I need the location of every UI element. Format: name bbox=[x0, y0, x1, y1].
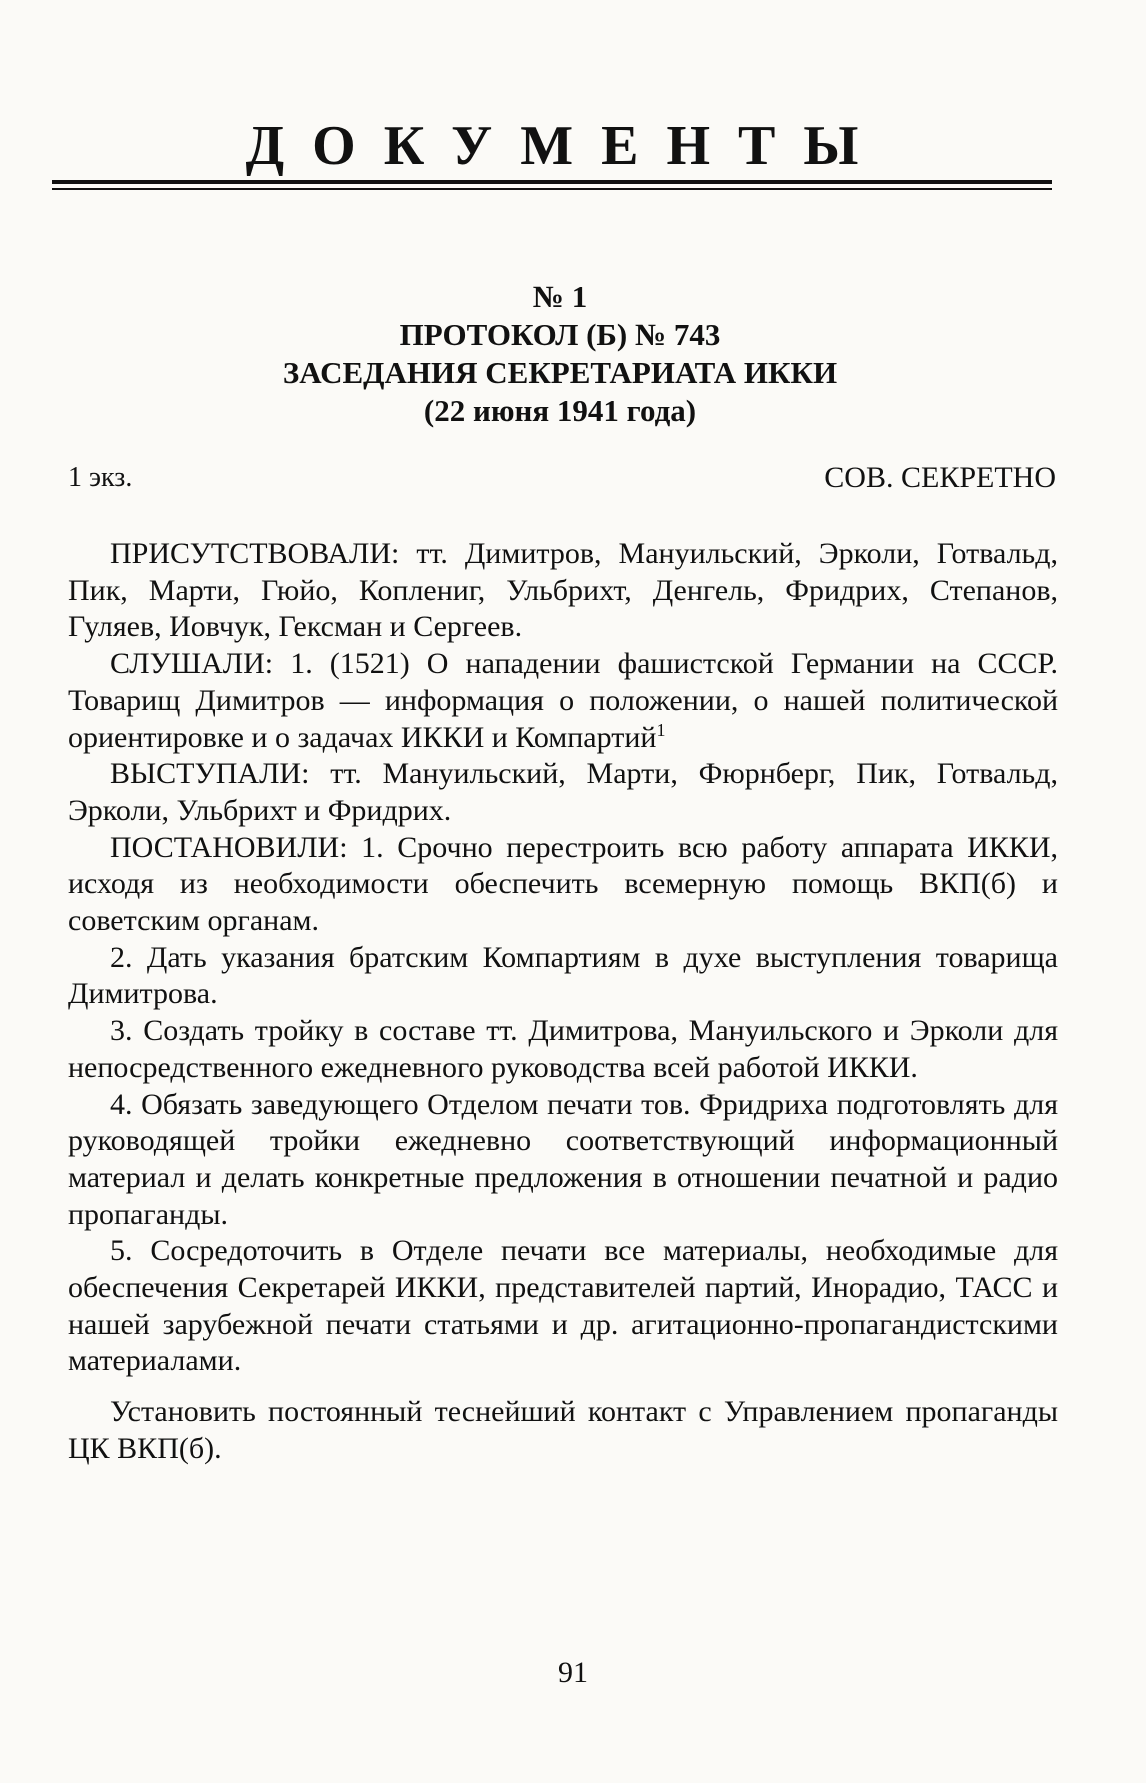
header-rule-thick bbox=[52, 180, 1052, 184]
document-heading bbox=[60, 278, 1060, 430]
footnote-marker: 1 bbox=[656, 719, 666, 740]
section-title: ДОКУМЕНТЫ bbox=[245, 115, 887, 177]
document-number: № 1 bbox=[532, 279, 588, 314]
decision-item-3: 3. Создать тройку в составе тт. Димитрова, Мануильского и Эрколи для непосредственного ежедневного руководства всей работой ИККИ. bbox=[68, 1014, 1058, 1084]
document-title-line1: ПРОТОКОЛ (Б) № 743 bbox=[399, 317, 721, 352]
decision-item-5: 5. Сосредоточить в Отделе печати все материалы, необходимые для обеспечения Секретарей ИККИ, представителей партий, Инорадио, ТАСС и нашей зарубежной печати статьями и др. агитационно-пропагандистскими материалами. bbox=[68, 1234, 1058, 1378]
decision-item-4: 4. Обязать заведующего Отделом печати тов. Фридриха подготовлять для руководящей тройки ежедневно соответствующий информационный материал и делать конкретные предложения в отношении печатной и радио пропаганды. bbox=[68, 1087, 1058, 1231]
header-rule-thin bbox=[52, 188, 1052, 190]
heard-paragraph bbox=[68, 646, 1058, 756]
decision-item-2: 2. Дать указания братским Компартиям в духе выступления товарища Димитрова. bbox=[68, 940, 1058, 1011]
section-header bbox=[52, 115, 1052, 190]
page-number: 91 bbox=[558, 1656, 588, 1689]
classification-stamp: СОВ. СЕКРЕТНО bbox=[824, 461, 1056, 494]
speakers-paragraph: ВЫСТУПАЛИ: тт. Мануильский, Марти, Фюрнберг, Пик, Готвальд, Эрколи, Ульбрихт и Фридрих. bbox=[68, 757, 1058, 827]
present-paragraph: ПРИСУТСТВОВАЛИ: тт. Димитров, Мануильский, Эрколи, Готвальд, Пик, Марти, Гюйо, Коплениг, Ульбрихт, Денгель, Фридрих, Степанов, Гуляев, Иовчук, Гексман и Сергеев. bbox=[68, 537, 1058, 644]
document-date: (22 июня 1941 года) bbox=[423, 393, 697, 428]
document-title-line2: ЗАСЕДАНИЯ СЕКРЕТАРИАТА ИККИ bbox=[282, 355, 838, 390]
document-body bbox=[68, 536, 1058, 1468]
copies-count: 1 экз. bbox=[68, 462, 133, 493]
decision-item-1: ПОСТАНОВИЛИ: 1. Срочно перестроить всю работу аппарата ИККИ, исходя из необходимости обеспечить всемерную помощь ВКП(б) и советским органам. bbox=[68, 830, 1058, 938]
document-meta bbox=[68, 460, 1056, 496]
heard-text: СЛУШАЛИ: 1. (1521) О нападении фашистской Германии на СССР. Товарищ Димитров — информация о положении, о нашей политической ориентировке и о задачах ИККИ и Компартий bbox=[68, 647, 1058, 754]
contact-paragraph: Установить постоянный теснейший контакт с Управлением пропаганды ЦК ВКП(б). bbox=[68, 1395, 1058, 1465]
